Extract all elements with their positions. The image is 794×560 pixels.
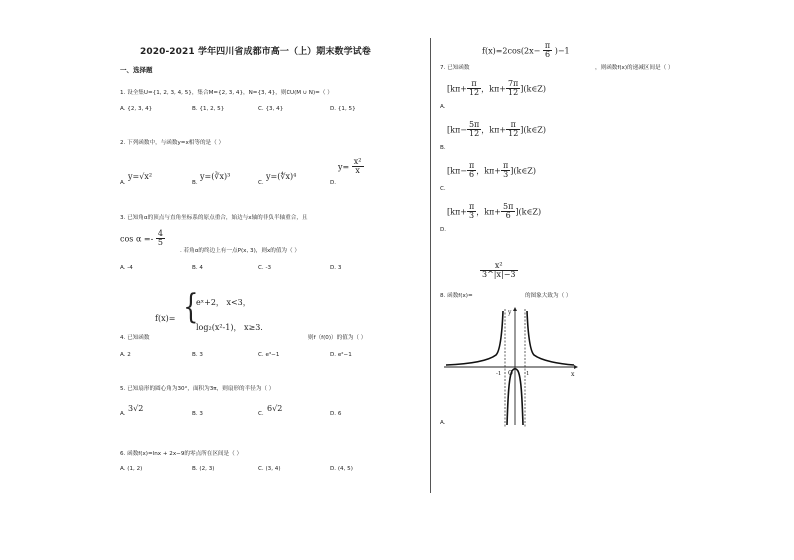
question-4-case-1: eˣ+2， x<3， bbox=[196, 298, 251, 307]
question-6-option-a: A. (1, 2) bbox=[120, 466, 143, 472]
q7c-right-den: 3 bbox=[503, 170, 509, 180]
graph-label-origin: O bbox=[508, 370, 513, 377]
question-8-tail: 的图象大致为（ ） bbox=[525, 293, 572, 299]
q7a-left-num: π bbox=[467, 80, 481, 89]
question-3-cos-expression bbox=[120, 230, 165, 248]
question-4-prefix: 4. 已知函数 bbox=[120, 335, 150, 341]
question-7-prefix: 7. 已知函数 bbox=[440, 65, 470, 71]
question-7-tail: ，则函数f(x)的递减区间是（ ） bbox=[595, 65, 674, 71]
q7b-right: ](k∈Z) bbox=[520, 125, 546, 135]
question-7-option-d-label: D. bbox=[440, 227, 447, 233]
q7c-right: ](k∈Z) bbox=[510, 166, 536, 176]
q7c-left-den: 6 bbox=[469, 170, 475, 180]
section-heading-choice: 一、选择题 bbox=[120, 66, 153, 74]
question-2-option-a: y=√x² bbox=[128, 172, 153, 181]
question-8-numerator: x² bbox=[480, 262, 518, 271]
question-1-option-d: D. {1, 5} bbox=[330, 106, 356, 112]
question-1-option-a: A. {2, 3, 4} bbox=[120, 106, 153, 112]
graph-label-neg1: -1 bbox=[496, 371, 502, 377]
question-4-option-a: A. 2 bbox=[120, 352, 131, 358]
q7d-right-num: 5π bbox=[503, 202, 514, 211]
question-6-stem: 6. 函数f(x)=lnx + 2x−9的零点所在区间是（ ） bbox=[120, 451, 243, 457]
question-2-option-d bbox=[338, 158, 364, 176]
question-8-fraction bbox=[480, 262, 518, 280]
q7c-mid: ，kπ+ bbox=[476, 166, 502, 176]
question-2-option-d-label: D. bbox=[330, 180, 337, 186]
question-8-option-a-label: A. bbox=[440, 420, 446, 426]
question-2-option-a-label: A. bbox=[120, 180, 126, 186]
question-2-option-b: y=(∛x)³ bbox=[200, 172, 231, 181]
question-8-denominator: 3^|x|−3 bbox=[482, 270, 516, 280]
question-7-function-tail: )−1 bbox=[554, 46, 570, 56]
question-7-option-b bbox=[447, 121, 546, 139]
question-4-option-b: B. 3 bbox=[192, 352, 203, 358]
q7a-mid: ，kπ+ bbox=[481, 84, 506, 94]
graph-label-x: x bbox=[571, 371, 575, 378]
question-4-tail: 则f（f(0)）的值为（ ） bbox=[308, 335, 367, 341]
question-6-option-c: C. (3, 4) bbox=[258, 466, 281, 472]
q7a-right-num: 7π bbox=[507, 79, 519, 88]
question-2-option-b-label: B. bbox=[192, 180, 198, 186]
question-5-option-d: D. 6 bbox=[330, 411, 342, 417]
q7b-mid: ，kπ+ bbox=[481, 125, 507, 135]
question-4-function-lhs: f(x)= bbox=[155, 314, 176, 323]
graph-curve-left bbox=[446, 311, 503, 365]
question-2-d-lhs: y= bbox=[338, 162, 350, 172]
question-2-option-c: y=(∜x)⁴ bbox=[266, 172, 297, 181]
q7a-right-den: 12 bbox=[508, 88, 519, 98]
q7a-left: [kπ+ bbox=[447, 84, 467, 94]
question-1-stem: 1. 设全集U={1, 2, 3, 4, 5}，集合M={2, 3, 4}，N={3, 4}，则∁U(M ∪ N)=（ ） bbox=[120, 90, 333, 96]
question-1-option-b: B. {1, 2, 5} bbox=[192, 106, 225, 112]
q7b-left-den: 12 bbox=[469, 129, 480, 139]
question-3-cos-lhs: cos α =- bbox=[120, 234, 154, 244]
question-1-option-c: C. {3, 4} bbox=[258, 106, 284, 112]
question-5-option-c-label: C. bbox=[258, 411, 264, 417]
question-4-option-d: D. e²−1 bbox=[330, 352, 352, 358]
graph-x-arrow bbox=[574, 365, 578, 369]
question-3-stem: 3. 已知角α的顶点与直角坐标系的原点重合，始边与x轴的非负半轴重合，且 bbox=[120, 215, 308, 221]
question-7-option-c bbox=[447, 162, 536, 180]
question-7-function-lhs: f(x)=2cos(2x− bbox=[482, 46, 541, 56]
q7b-left: [kπ− bbox=[447, 125, 467, 135]
q7c-left-num: π bbox=[468, 161, 475, 170]
q7a-right: ](k∈Z) bbox=[520, 84, 546, 94]
question-5-option-c: 6√2 bbox=[267, 404, 283, 413]
q7b-left-num: 5π bbox=[468, 120, 480, 129]
q7d-left-den: 3 bbox=[469, 211, 475, 221]
q7d-left-num: π bbox=[468, 202, 475, 211]
question-3-option-a: A. -4 bbox=[120, 265, 133, 271]
question-7-function-numerator: π bbox=[544, 41, 551, 50]
question-2-d-denominator: x bbox=[355, 166, 360, 176]
graph-label-pos1: 1 bbox=[526, 371, 530, 377]
question-8-graph-option-a bbox=[440, 305, 580, 430]
question-2-stem: 2. 下列函数中，与函数y=x相等的是（ ） bbox=[120, 140, 225, 146]
question-8-prefix: 8. 函数f(x)= bbox=[440, 293, 473, 299]
question-3-option-d: D. 3 bbox=[330, 265, 342, 271]
question-7-function bbox=[482, 42, 570, 60]
q7b-right-num: π bbox=[506, 121, 520, 130]
question-4-case-2: log₂(x²-1)， x≥3. bbox=[196, 323, 263, 332]
question-6-option-b: B. (2, 3) bbox=[192, 466, 215, 472]
q7b-right-den: 12 bbox=[508, 129, 519, 139]
question-3-continuation: . 若角α的终边上有一点P(x, 3)，则x的值为（ ） bbox=[180, 248, 300, 254]
question-3-cos-numerator: 4 bbox=[157, 229, 163, 238]
q7d-left: [kπ+ bbox=[447, 207, 467, 217]
page-title: 2020-2021 学年四川省成都市高一（上）期末数学试卷 bbox=[140, 47, 371, 57]
question-7-option-d bbox=[447, 203, 541, 221]
q7d-right: ](k∈Z) bbox=[515, 207, 542, 217]
graph-label-y: y bbox=[508, 309, 512, 316]
q7d-right-den: 6 bbox=[505, 211, 511, 221]
q7a-left-den: 12 bbox=[468, 88, 480, 98]
question-5-option-a-label: A. bbox=[120, 411, 126, 417]
column-divider bbox=[430, 38, 431, 493]
q7c-left: [kπ− bbox=[447, 166, 467, 176]
question-7-option-a-label: A. bbox=[440, 104, 446, 110]
question-2-option-c-label: C. bbox=[258, 180, 264, 186]
graph-y-arrow bbox=[513, 307, 517, 311]
graph-curve-right bbox=[527, 311, 574, 365]
question-3-option-c: C. -3 bbox=[258, 265, 272, 271]
question-3-cos-denominator: 5 bbox=[157, 238, 163, 248]
question-7-option-b-label: B. bbox=[440, 145, 446, 151]
question-7-option-c-label: C. bbox=[440, 186, 446, 192]
q7d-mid: ，kπ+ bbox=[476, 207, 502, 217]
question-4-brace: { bbox=[183, 287, 199, 327]
question-5-option-b: B. 3 bbox=[192, 411, 203, 417]
question-5-option-a: 3√2 bbox=[128, 404, 144, 413]
question-5-stem: 5. 已知扇形的圆心角为30°，面积为3π，则扇形的半径为（ ） bbox=[120, 386, 275, 392]
question-7-option-a bbox=[447, 80, 546, 98]
question-3-option-b: B. 4 bbox=[192, 265, 203, 271]
question-7-function-denominator: 6 bbox=[544, 50, 551, 60]
question-2-d-numerator: x² bbox=[353, 157, 362, 166]
q7c-right-num: π bbox=[503, 161, 509, 170]
question-6-option-d: D. (4, 5) bbox=[330, 466, 353, 472]
question-4-option-c: C. e³−1 bbox=[258, 352, 280, 358]
